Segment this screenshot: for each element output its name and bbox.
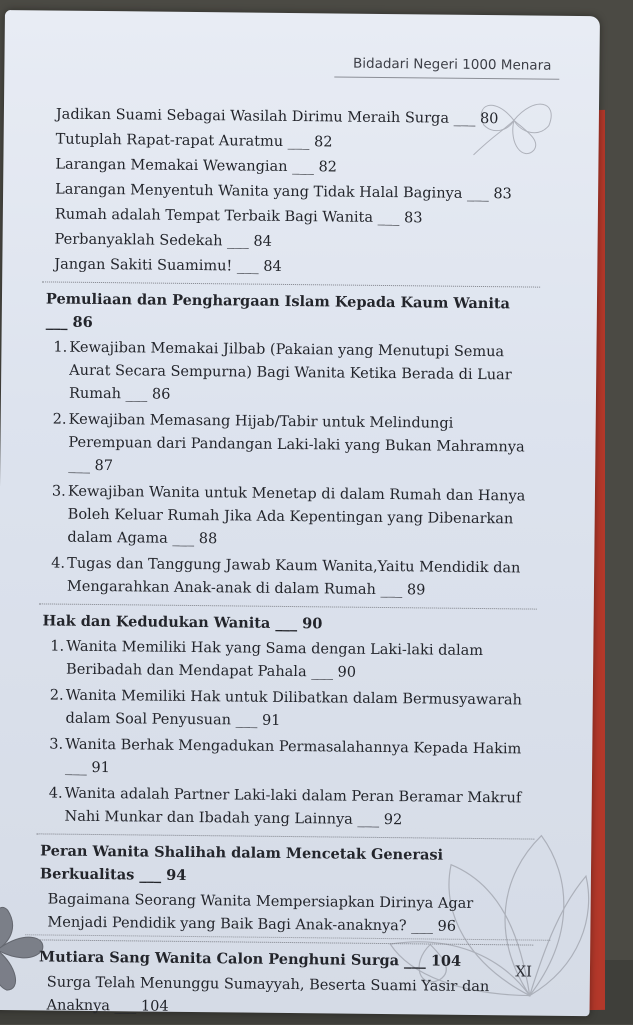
- toc-numbered-entry: [41, 733, 531, 784]
- entry-text: Wanita Memiliki Hak yang Sama dengan Laki-laki dalam Beribadah dan Mendapat Pahala ___ 90: [66, 638, 484, 681]
- entry-text: Kewajiban Memasang Hijab/Tabir untuk Melindungi Perempuan dari Pandangan Laki-laki yang Bukan Mahramnya ___ 87: [68, 411, 525, 475]
- toc-section-title: [42, 603, 532, 637]
- toc-numbered-entry: [40, 782, 530, 833]
- toc-entry: Larangan Memakai Wewangian ___ 82: [55, 156, 338, 176]
- entry-text: Wanita Berhak Mengadukan Permasalahannya Kepada Hakim ___ 91: [64, 736, 522, 777]
- section-divider: [42, 281, 540, 287]
- entry-number: 1.: [53, 339, 68, 356]
- entry-number: 1.: [50, 638, 65, 655]
- toc-numbered-entry: [41, 684, 531, 735]
- entry-number: 4.: [48, 785, 63, 802]
- toc-numbered-entry: [45, 336, 536, 410]
- entry-number: 4.: [51, 555, 66, 572]
- section-title-text: Pemuliaan dan Penghargaan Islam Kepada Kaum Wanita ___ 86: [45, 290, 511, 331]
- section-title-text: Peran Wanita Shalihah dalam Mencetak Generasi Berkualitas ___ 94: [39, 842, 444, 884]
- page-number: XI: [515, 962, 533, 981]
- entry-text: Wanita adalah Partner Laki-laki dalam Peran Beramar Makruf Nahi Munkar dan Ibadah yang Lainnya ___ 92: [64, 785, 522, 829]
- toc-numbered-entry: [44, 408, 535, 482]
- entry-text: Tugas dan Tanggung Jawab Kaum Wanita,Yaitu Mendidik dan Mengarahkan Anak-anak di dalam Rumah ___ 89: [66, 555, 521, 599]
- section-title-text: Mutiara Sang Wanita Calon Penghuni Surga ___ 104: [38, 948, 462, 970]
- entry-number: 3.: [51, 483, 66, 500]
- section-divider: [36, 833, 534, 839]
- toc-entry: Larangan Menyentuh Wanita yang Tidak Halal Baginya ___ 83: [55, 181, 512, 203]
- toc-entry: Perbanyaklah Sedekah ___ 84: [54, 231, 272, 250]
- toc-entry: Bagaimana Seorang Wanita Mempersiapkan Dirinya Agar Menjadi Pendidik yang Baik Bagi Anak-anaknya? ___ 96: [47, 891, 474, 935]
- toc-entry: Rumah adalah Tempat Terbaik Bagi Wanita ___ 83: [54, 206, 423, 227]
- section-title-text: Hak dan Kedudukan Wanita ___ 90: [42, 612, 323, 633]
- toc-entry: Jadikan Suami Sebagai Wasilah Dirimu Meraih Surga ___ 80: [55, 106, 499, 128]
- entry-text: Kewajiban Wanita untuk Menetap di dalam Rumah dan Hanya Boleh Keluar Rumah Jika Ada Kepentingan yang Dibenarkan dalam Agama ___ 88: [67, 483, 526, 548]
- entry-text: Kewajiban Memakai Jilbab (Pakaian yang Menutupi Semua Aurat Secara Sempurna) Bagi Wanita Ketika Berada di Luar Rumah ___ 86: [68, 339, 512, 403]
- entry-number: 2.: [52, 411, 67, 428]
- toc-section-title: [40, 833, 531, 890]
- toc-entry: Jangan Sakiti Suamimu! ___ 84: [54, 256, 282, 275]
- toc-numbered-entry: [43, 552, 533, 603]
- book-page: [0, 10, 600, 1016]
- toc-numbered-entry: [43, 480, 534, 554]
- toc-top-entries: [46, 103, 538, 281]
- toc-entry: Surga Telah Menunggu Sumayyah, Beserta Suami Yasir dan Anaknya ___ 104: [46, 974, 490, 1015]
- entry-number: 3.: [49, 736, 64, 753]
- toc-section-title: [39, 939, 529, 973]
- entry-text: Wanita Memiliki Hak untuk Dilibatkan dalam Bermusyawarah dalam Soal Penyusuan ___ 91: [65, 687, 523, 729]
- toc-section-title: [46, 281, 537, 338]
- table-of-contents: [38, 103, 538, 1024]
- toc-entry: Tutuplah Rapat-rapat Auratmu ___ 82: [55, 131, 333, 151]
- entry-number: 2.: [49, 687, 64, 704]
- toc-numbered-entry: [42, 635, 532, 686]
- section-divider: [39, 603, 537, 609]
- running-header: Bidadari Negeri 1000 Menara: [352, 55, 552, 74]
